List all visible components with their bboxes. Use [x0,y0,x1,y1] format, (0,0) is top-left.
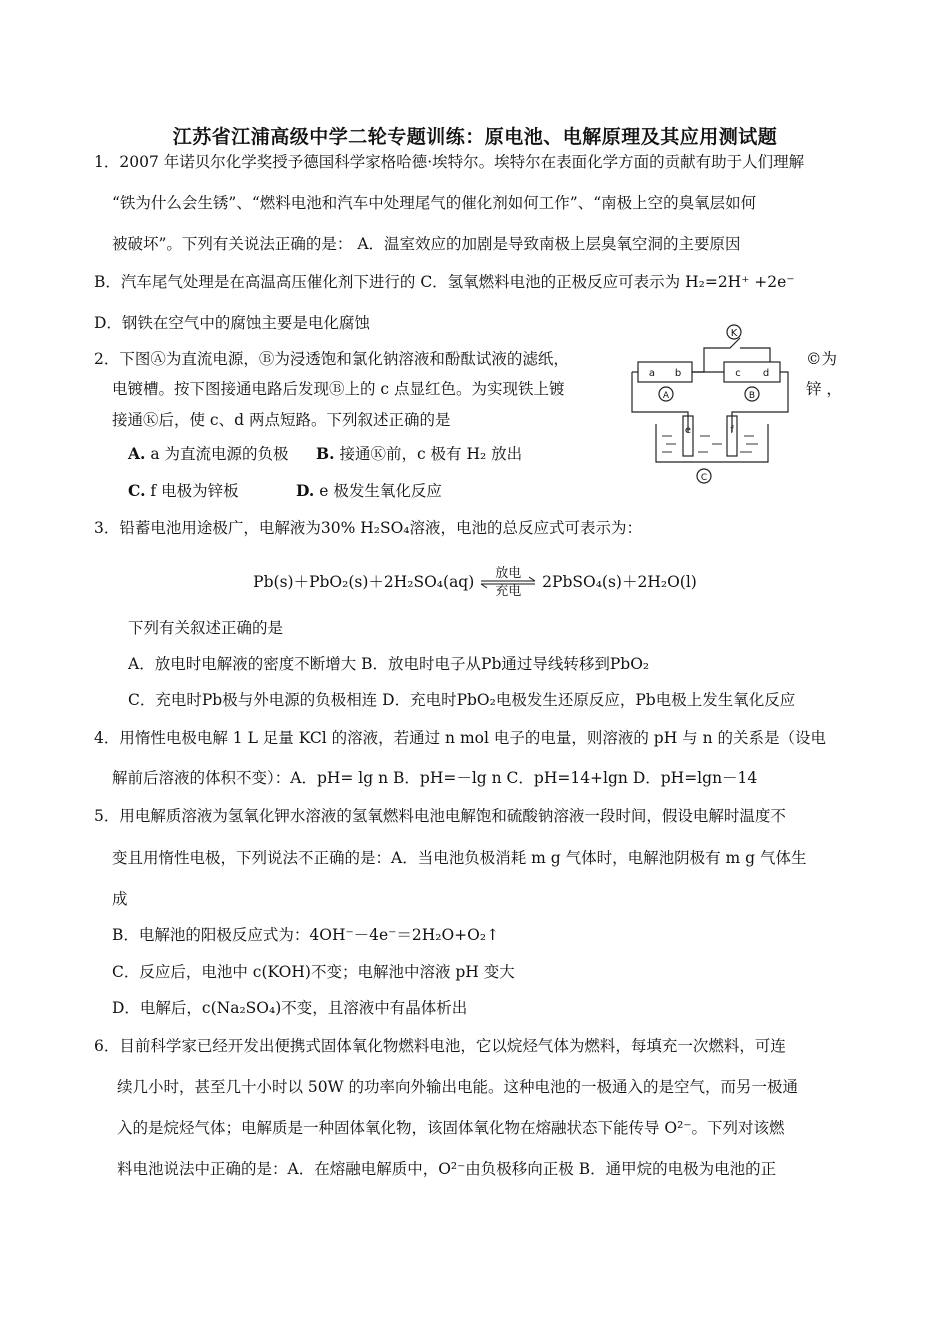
q4-line2: 解前后溶液的体积不变）：A．pH= lg n B．pH=－lg n C．pH=14+lgn D．pH=lgn－14 [112,769,758,787]
q2-option-d [296,481,442,501]
q5-line2: 变且用惰性电极，下列说法不正确的是：A．当电池负极消耗 m g 气体时，电解池阴极有 m g 气体生 [112,849,807,867]
q1-line3: 被破坏”。下列有关说法正确的是： A．温室效应的加剧是导致南极上层臭氧空洞的主要原因 [112,235,741,253]
label-a: a [648,368,656,379]
q2-option-c-letter: C. [128,481,146,500]
q2-option-b-text: 接通Ⓚ前，c 极有 H₂ 放出 [339,445,523,463]
q1-line1: 1．2007 年诺贝尔化学奖授予德国科学家格哈德·埃特尔。埃特尔在表面化学方面的贡献有助于人们理解 [94,153,805,171]
label-b: b [674,368,682,379]
equation-left: Pb(s)＋PbO₂(s)＋2H₂SO₄(aq) [253,573,475,591]
q2-option-d-letter: D. [296,481,315,500]
q1-line2: “铁为什么会生锈”、“燃料电池和汽车中处理尾气的催化剂如何工作”、“南极上空的臭氧层如何 [112,194,757,212]
q2-line1: 2．下图Ⓐ为直流电源，Ⓑ为浸透饱和氯化钠溶液和酚酞试液的滤纸， [94,350,569,368]
q3-line2: 下列有关叙述正确的是 [128,619,284,637]
equation-right: 2PbSO₄(s)＋2H₂O(l) [542,573,697,591]
q2-option-c-text: f 电极为锌板 [150,482,239,500]
q2-option-a [128,444,289,464]
arrow-label-charge: 充电 [495,584,522,599]
circuit-diagram [628,320,800,488]
q2-option-d-text: e 极发生氧化反应 [319,482,442,500]
q2-line2-tail: 锌 ， [806,380,842,398]
q2-option-a-text: a 为直流电源的负极 [150,445,289,463]
q6-line4: 料电池说法中正确的是：A．在熔融电解质中，O²⁻由负极移向正极 B．通甲烷的电极为电池的正 [117,1160,777,1178]
q5-line3: 成 [112,890,128,908]
q5-line4: B．电解池的阳极反应式为：4OH⁻－4e⁻＝2H₂O+O₂↑ [112,926,500,944]
label-e: e [684,425,692,436]
q2-line3: 接通Ⓚ后，使 c、d 两点短路。下列叙述正确的是 [112,411,451,429]
q3-line1: 3．铅蓄电池用途极广，电解液为30% H₂SO₄溶液，电池的总反应式可表示为： [94,519,643,537]
q6-line1: 6．目前科学家已经开发出便携式固体氧化物燃料电池，它以烷烃气体为燃料，每填充一次燃料，可连 [94,1037,786,1055]
q6-line3: 入的是烷烃气体；电解质是一种固体氧化物，该固体氧化物在熔融状态下能传导 O²⁻。下列对该燃 [117,1119,785,1137]
q1-line4: B．汽车尾气处理是在高温高压催化剂下进行的 C．氢氧燃料电池的正极反应可表示为 H₂=2H⁺ +2e⁻ [94,273,795,291]
q6-line2: 续几小时，甚至几十小时以 50W 的功率向外输出电能。这种电池的一极通入的是空气，而另一极通 [117,1078,799,1096]
label-circle-a: A [662,391,670,401]
equilibrium-arrow [479,568,537,598]
filter-paper-b-box [724,362,780,382]
q1-line5: D．钢铁在空气中的腐蚀主要是电化腐蚀 [94,314,370,332]
label-k: K [730,328,738,339]
label-c: c [735,368,741,379]
q2-line1-tail: ©为 [806,350,838,368]
q2-line2: 电镀槽。按下图接通电路后发现Ⓑ上的 c 点显红色。为实现铁上镀 [112,380,565,398]
q2-option-b-letter: B. [316,444,335,463]
label-f: f [730,425,734,436]
page-title: 江苏省江浦高级中学二轮专题训练：原电池、电解原理及其应用测试题 [172,126,778,148]
q2-option-c [128,481,239,501]
q3-line4: C．充电时Pb极与外电源的负极相连 D．充电时PbO₂电极发生还原反应，Pb电极上发生氧化反应 [128,691,796,709]
q2-option-a-letter: A. [128,444,146,463]
label-circle-c: C [700,473,708,483]
q4-line1: 4．用惰性电极电解 1 L 足量 KCl 的溶液，若通过 n mol 电子的电量，则溶液的 pH 与 n 的关系是（设电 [94,729,827,747]
q3-equation [0,568,950,598]
q5-line5: C．反应后，电池中 c(KOH)不变；电解池中溶液 pH 变大 [112,963,515,981]
label-d: d [762,368,770,379]
q2-option-b [316,444,522,464]
solution-marks [662,436,758,452]
q5-line6: D．电解后，c(Na₂SO₄)不变，且溶液中有晶体析出 [112,999,468,1017]
power-source-a-box [638,362,692,382]
label-circle-b: B [748,391,756,401]
q5-line1: 5．用电解质溶液为氢氧化钾水溶液的氢氧燃料电池电解饱和硫酸钠溶液一段时间，假设电解时温度不 [94,807,786,825]
arrow-label-discharge: 放电 [495,566,522,581]
q3-line3: A．放电时电解液的密度不断增大 B．放电时电子从Pb通过导线转移到PbO₂ [128,655,650,673]
plating-tank [656,424,768,462]
